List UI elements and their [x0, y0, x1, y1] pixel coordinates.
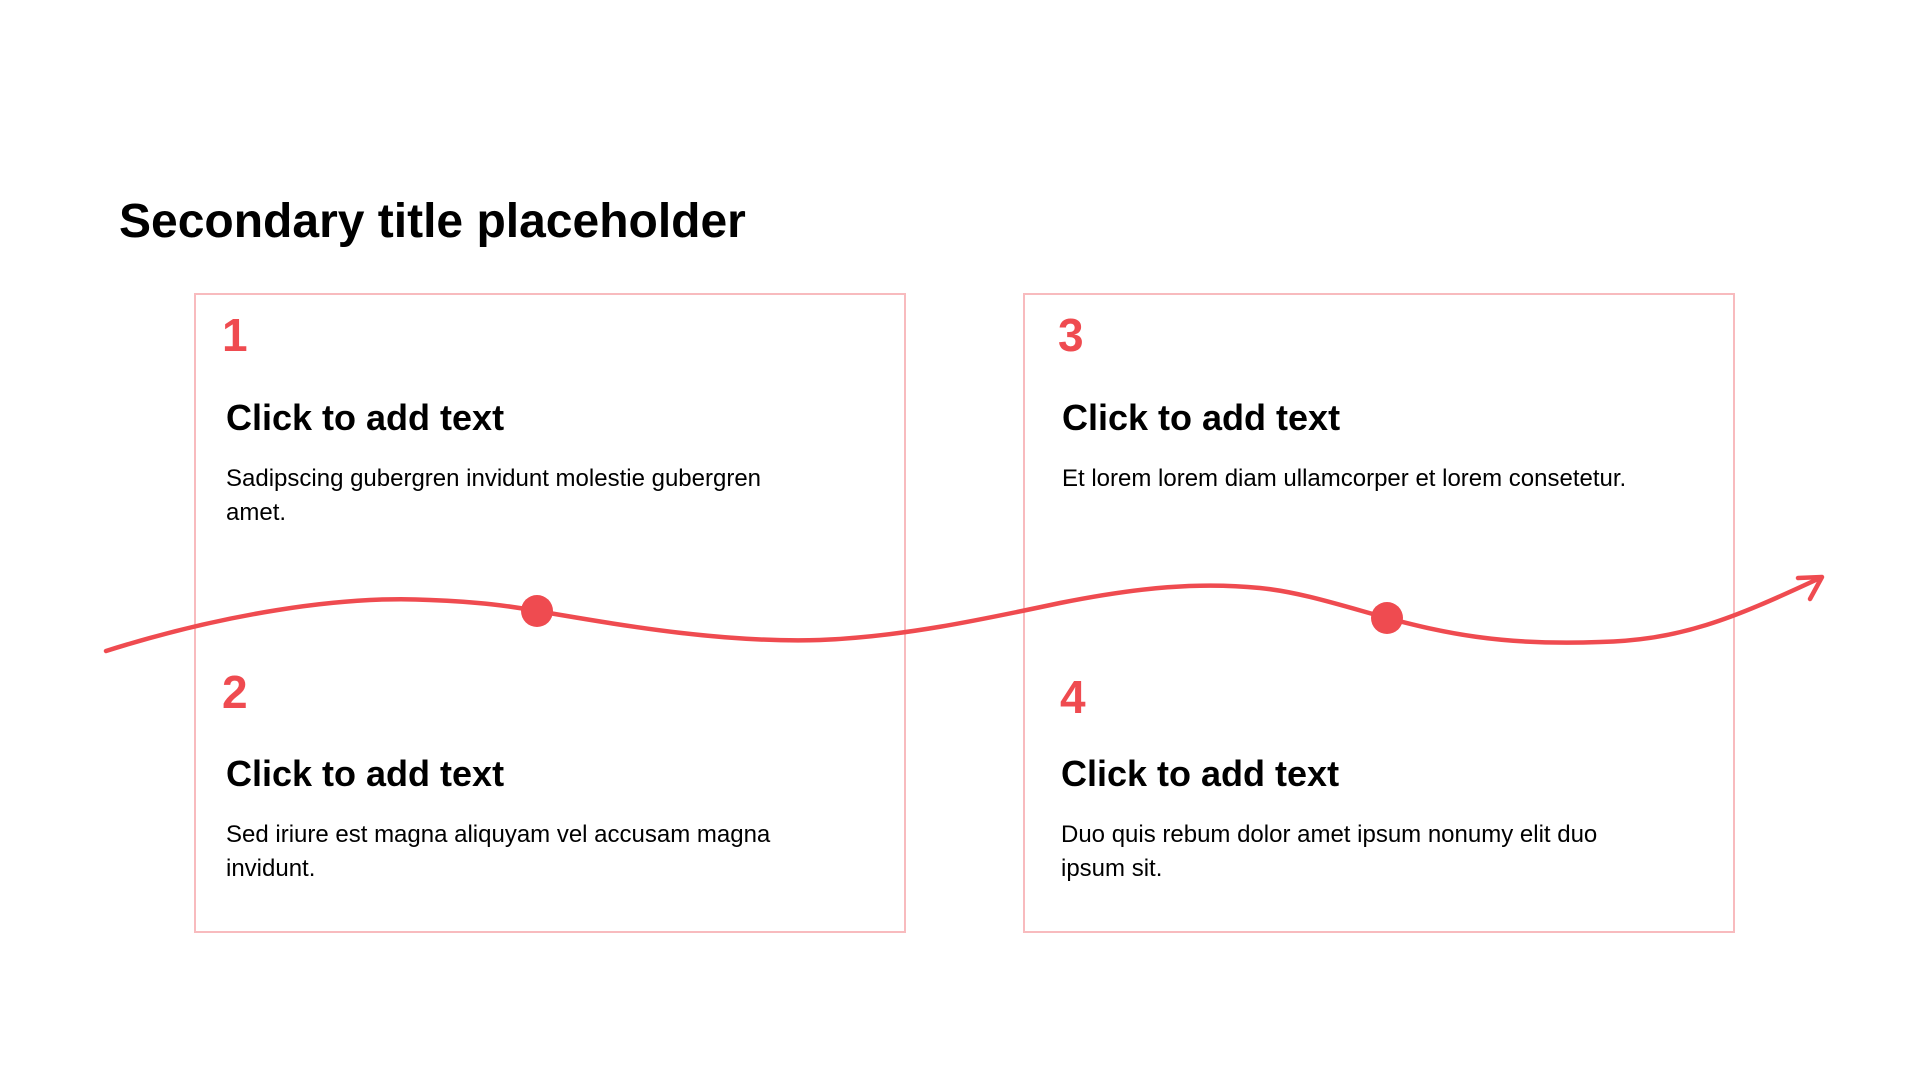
slide-title[interactable]: Secondary title placeholder: [119, 195, 746, 248]
step-4-number: 4: [1060, 671, 1086, 723]
step-4-number-wrap: [1060, 670, 1086, 724]
step-2-number-wrap: [222, 665, 248, 719]
step-1-number: 1: [222, 309, 248, 361]
step-3-heading[interactable]: Click to add text: [1062, 397, 1341, 438]
step-4-heading[interactable]: Click to add text: [1061, 753, 1340, 794]
arrow-head-icon: [1798, 577, 1822, 599]
step-2-number: 2: [222, 666, 248, 718]
step-2-body[interactable]: Sed iriure est magna aliquyam vel accusam magna invidunt.: [226, 821, 771, 882]
step-3-body[interactable]: Et lorem lorem diam ullamcorper et lorem consetetur.: [1062, 465, 1627, 492]
step-1-number-wrap: [222, 308, 248, 362]
step-4-body[interactable]: Duo quis rebum dolor amet ipsum nonumy elit duo ipsum sit.: [1061, 821, 1598, 882]
step-1-heading[interactable]: Click to add text: [226, 397, 505, 438]
step-3-number-wrap: [1058, 308, 1084, 362]
step-3-number: 3: [1058, 309, 1084, 361]
step-2-heading[interactable]: Click to add text: [226, 753, 505, 794]
step-1-body[interactable]: Sadipscing gubergren invidunt molestie gubergren amet.: [226, 465, 762, 526]
